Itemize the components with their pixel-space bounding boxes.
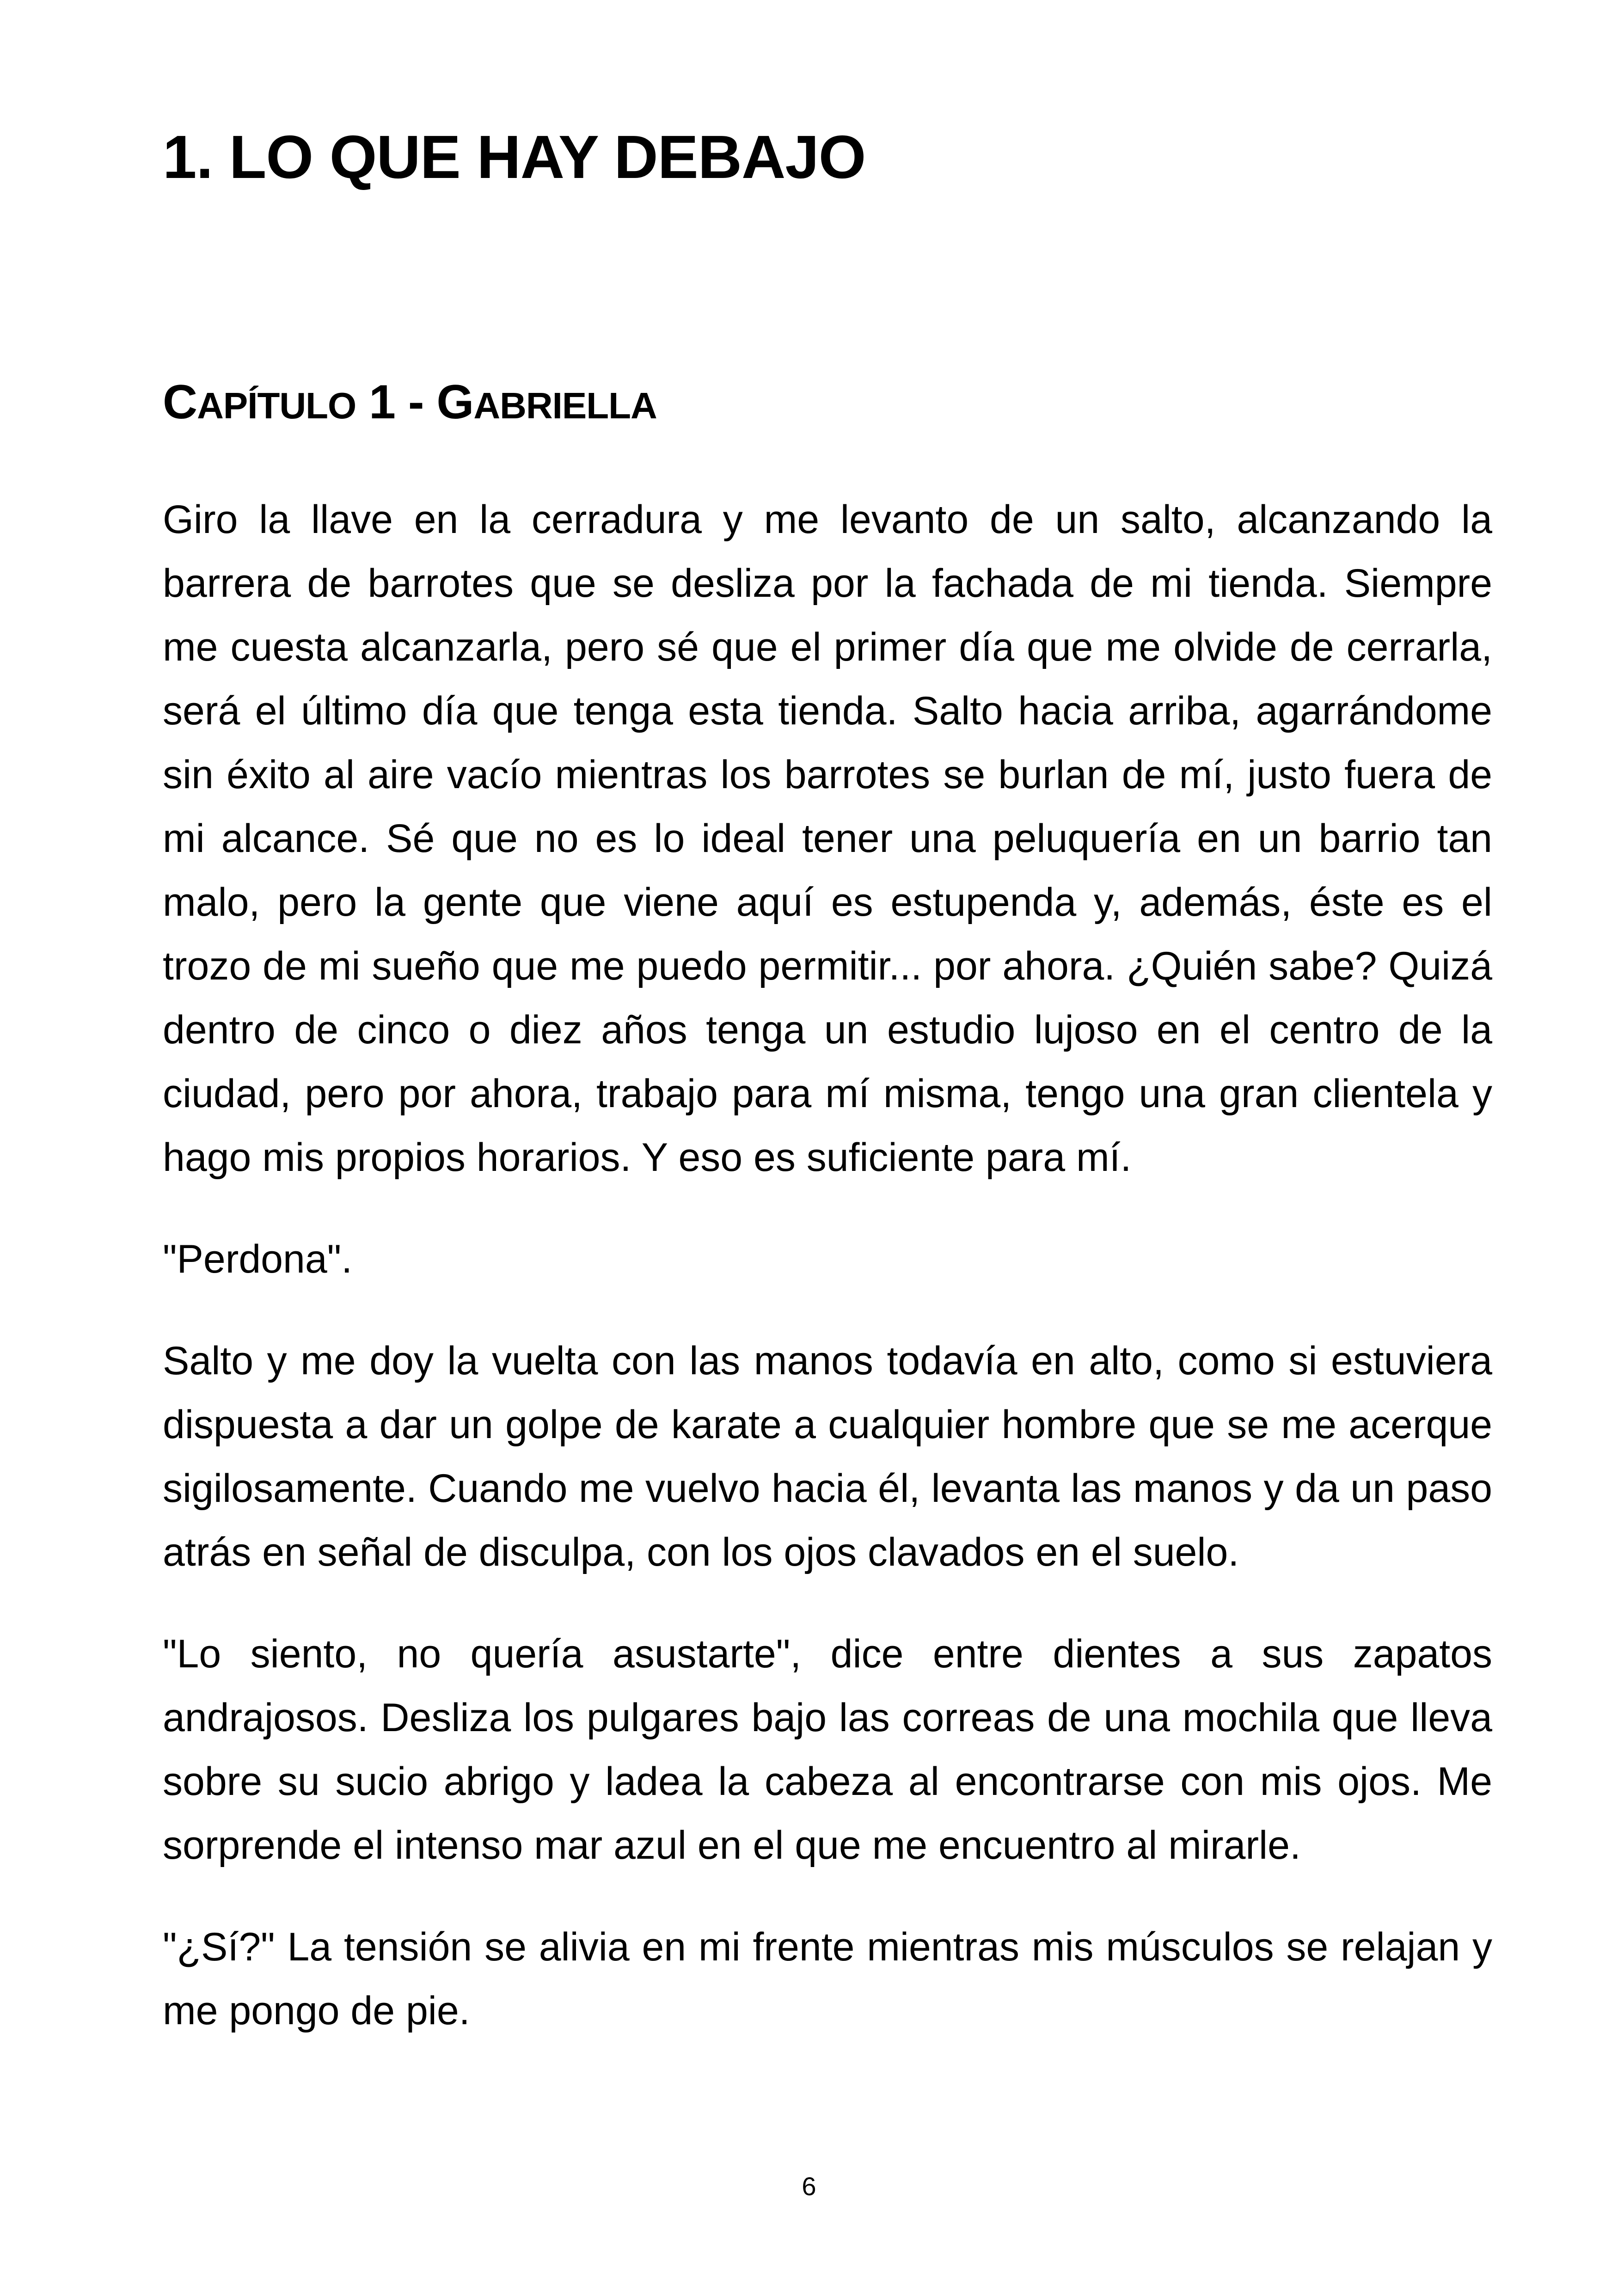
chapter-number: 1 <box>369 375 395 429</box>
chapter-separator: - <box>408 375 424 429</box>
chapter-initial: C <box>163 375 197 429</box>
body-text <box>163 488 1492 2081</box>
paragraph: Salto y me doy la vuelta con las manos todavía en alto, como si estuviera dispuesta a dar un golpe de karate a cualquier hombre que se me acerque sigilosamente. Cuando me vuelvo hacia él, levanta las manos y da un paso atrás en señal de disculpa, con los ojos clavados en el suelo. <box>163 1339 1492 1574</box>
part-title: 1. LO QUE HAY DEBAJO <box>163 123 866 191</box>
chapter-word: APÍTULO <box>197 385 356 426</box>
chapter-name-initial: G <box>436 375 474 429</box>
paragraph: "Perdona". <box>163 1237 353 1281</box>
chapter-title <box>163 372 657 436</box>
paragraph: Giro la llave en la cerradura y me levanto de un salto, alcanzando la barrera de barrotes que se desliza por la fachada de mi tienda. Siempre me cuesta alcanzarla, pero sé que el primer día que me olvide de cerrarla, será el último día que tenga esta tienda. Salto hacia arriba, agarrándome sin éxito al aire vacío mientras los barrotes se burlan de mí, justo fuera de mi alcance. Sé que no es lo ideal tener una peluquería en un barrio tan malo, pero la gente que viene aquí es estupenda y, además, éste es el trozo de mi sueño que me puedo permitir... por ahora. ¿Quién sabe? Quizá dentro de cinco o diez años tenga un estudio lujoso en el centro de la ciudad, pero por ahora, trabajo para mí misma, tengo una gran clientela y hago mis propios horarios. Y eso es suficiente para mí. <box>163 497 1492 1180</box>
page-number: 6 <box>802 2172 816 2201</box>
paragraph: "¿Sí?" La tensión se alivia en mi frente mientras mis músculos se relajan y me pongo de pie. <box>163 1925 1492 2033</box>
paragraph: "Lo siento, no quería asustarte", dice entre dientes a sus zapatos andrajosos. Desliza los pulgares bajo las correas de una mochila que lleva sobre su sucio abrigo y ladea la cabeza al encontrarse con mis ojos. Me sorprende el intenso mar azul en el que me encuentro al mirarle. <box>163 1632 1492 1867</box>
chapter-name: ABRIELLA <box>473 385 657 426</box>
